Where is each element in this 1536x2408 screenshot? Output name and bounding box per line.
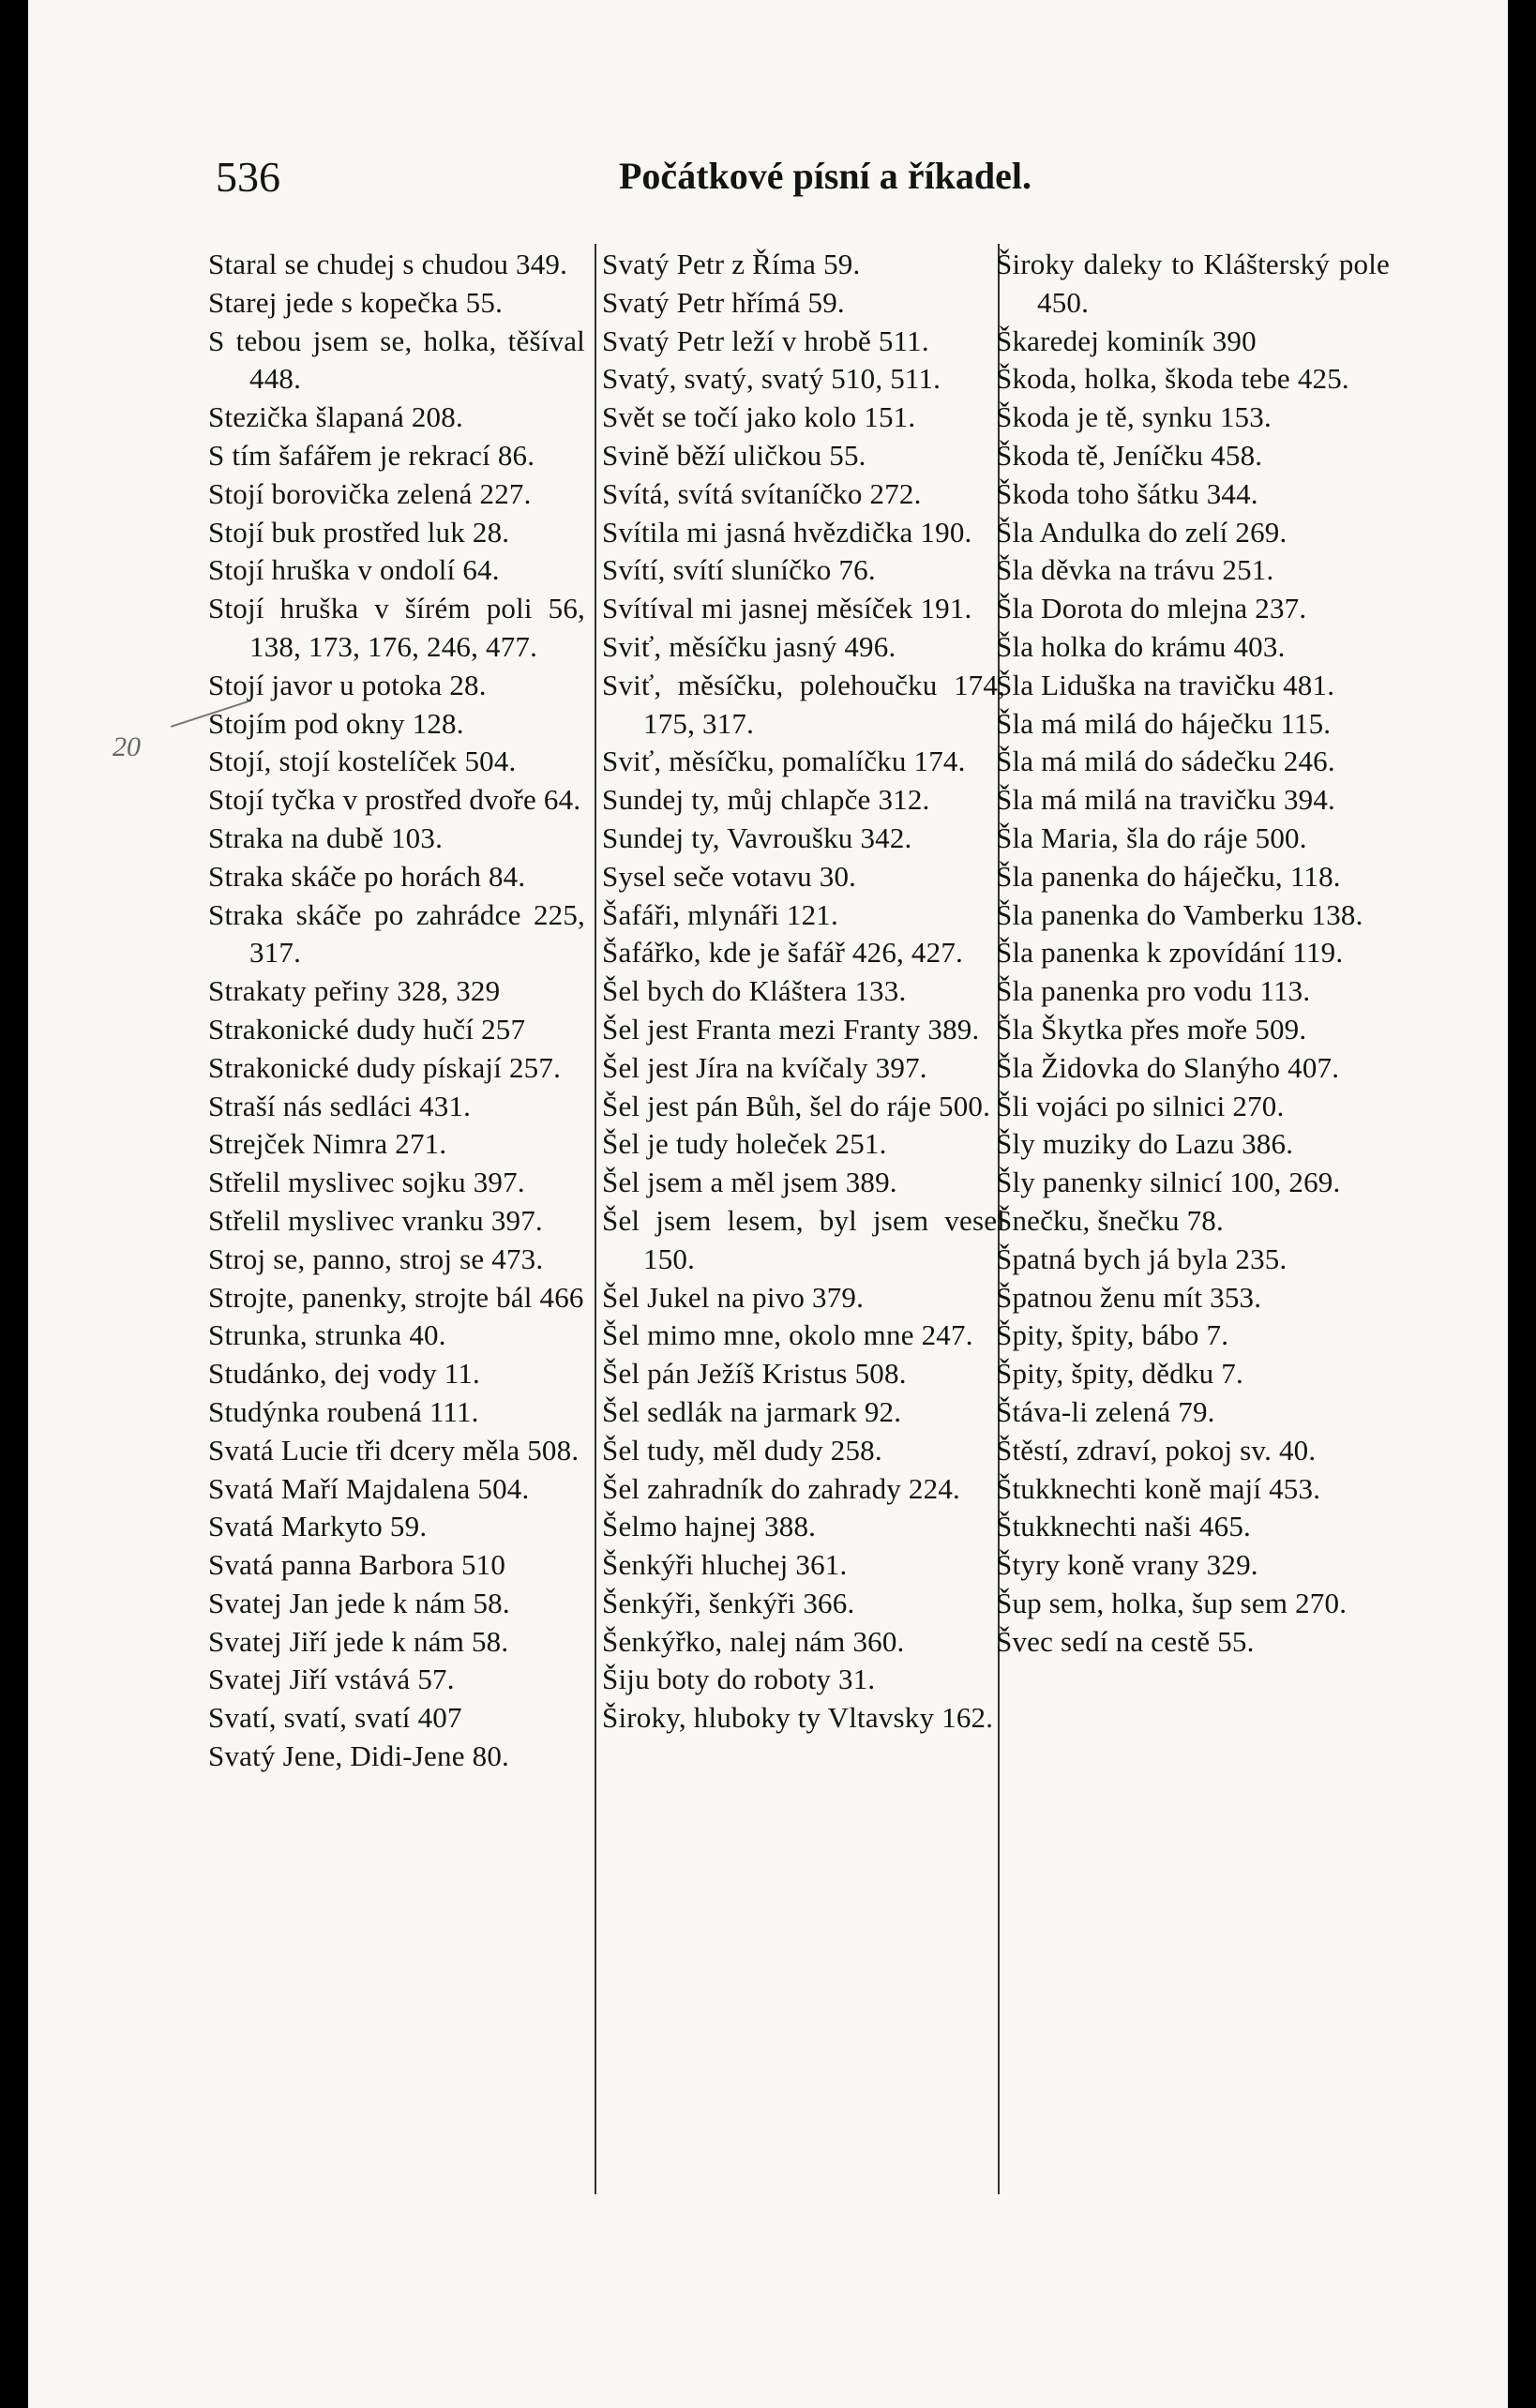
index-entry: Šel jest pán Bůh, šel do ráje 500. — [602, 1089, 991, 1122]
index-entry: Svatá Maří Majdalena 504. — [208, 1471, 530, 1505]
index-entry: Svatý, svatý, svatý 510, 511. — [602, 362, 941, 396]
index-entry: Šla Liduška na travičku 481. — [996, 668, 1335, 701]
index-entry: Svatá panna Barbora 510 — [208, 1548, 506, 1582]
index-entry: S tím šafářem je rekrací 86. — [208, 438, 535, 472]
index-entry: Šla má milá na travičku 394. — [996, 783, 1336, 817]
index-entry: Štukknechti naši 465. — [996, 1510, 1251, 1543]
index-entry: Šla Židovka do Slanýho 407. — [996, 1050, 1340, 1084]
index-entry: Šenkýři, šenkýři 366. — [602, 1586, 855, 1619]
index-entry: Svatý Jene, Didi-Jene 80. — [208, 1739, 509, 1773]
index-entry: Šel pán Ježíš Kristus 508. — [602, 1357, 907, 1391]
index-entry: Šly muziky do Lazu 386. — [996, 1127, 1294, 1161]
index-entry: Šel bych do Kláštera 133. — [602, 974, 907, 1008]
index-entry: Svítá, svítá svítaníčko 272. — [602, 476, 922, 510]
index-entry: Svět se točí jako kolo 151. — [602, 400, 916, 434]
index-entry: Svatá Lucie tři dcery měla 508. — [208, 1433, 580, 1467]
index-entry: Šla Andulka do zelí 269. — [996, 515, 1288, 549]
index-entry: Sviť, měsíčku, polehoučku 174, 175, 317. — [602, 668, 1005, 740]
index-entry: Sundej ty, Vavroušku 342. — [602, 820, 912, 854]
index-entry: Škoda toho šátku 344. — [996, 476, 1258, 510]
index-entry: Špatná bych já byla 235. — [996, 1242, 1288, 1275]
index-entry: Straka skáče po zahrádce 225, 317. — [208, 897, 585, 970]
index-entry: Škoda je tě, synku 153. — [996, 400, 1272, 434]
index-column-3 — [996, 246, 1390, 1661]
index-entry: Straší nás sedláci 431. — [208, 1089, 472, 1122]
index-entry: Šli vojáci po silnici 270. — [996, 1089, 1285, 1122]
index-entry: Strojte, panenky, strojte bál 466 — [208, 1280, 584, 1314]
index-entry: S tebou jsem se, holka, těšíval 448. — [208, 324, 585, 396]
index-entry: Sysel seče votavu 30. — [602, 859, 857, 893]
index-entry: Šafáři, mlynáři 121. — [602, 897, 838, 931]
index-entry: Štáva-li zelená 79. — [996, 1394, 1215, 1428]
index-entry: Špity, špity, dědku 7. — [996, 1357, 1243, 1391]
index-entry: Svítíval mi jasnej měsíček 191. — [602, 592, 972, 625]
index-entry: Stojí, stojí kostelíček 504. — [208, 745, 517, 778]
index-entry: Šla Maria, šla do ráje 500. — [996, 820, 1307, 854]
margin-note: 20 — [113, 731, 141, 762]
index-entry: Šla děvka na trávu 251. — [996, 553, 1274, 587]
index-entry: Štěstí, zdraví, pokoj sv. 40. — [996, 1433, 1317, 1467]
index-entry: Sviť, měsíčku, pomalíčku 174. — [602, 745, 966, 778]
index-entry: Svítí, svítí sluníčko 76. — [602, 553, 876, 587]
index-entry: Stojí borovička zelená 227. — [208, 476, 532, 510]
index-entry: Strejček Nimra 271. — [208, 1127, 447, 1161]
index-entry: Šup sem, holka, šup sem 270. — [996, 1586, 1348, 1619]
index-entry: Škoda tě, Jeníčku 458. — [996, 438, 1263, 472]
index-entry: Staral se chudej s chudou 349. — [208, 248, 568, 280]
index-entry: Stojí hruška v ondolí 64. — [208, 553, 500, 587]
index-entry: Široky daleky to Klášterský pole 450. — [996, 248, 1390, 319]
index-entry: Svatej Jiří vstává 57. — [208, 1663, 455, 1696]
index-entry: Svatá Markyto 59. — [208, 1510, 428, 1543]
index-entry: Šla Dorota do mlejna 237. — [996, 592, 1307, 625]
index-entry: Šelmo hajnej 388. — [602, 1510, 817, 1543]
book-page — [28, 0, 1508, 2408]
index-entry: Střelil myslivec sojku 397. — [208, 1166, 525, 1199]
index-entry: Svatý Petr hřímá 59. — [602, 285, 845, 319]
index-entry: Šel jsem lesem, byl jsem vesel 150. — [602, 1203, 1005, 1275]
page-header — [216, 152, 1435, 208]
index-entry: Šenkýřko, nalej nám 360. — [602, 1624, 905, 1658]
column-rule-1 — [595, 244, 596, 2194]
index-entry: Střelil myslivec vranku 397. — [208, 1203, 543, 1237]
index-entry: Svatí, svatí, svatí 407 — [208, 1701, 462, 1735]
index-entry: Šel mimo mne, okolo mne 247. — [602, 1318, 973, 1352]
index-entry: Škoda, holka, škoda tebe 425. — [996, 362, 1349, 396]
index-entry: Strakonické dudy hučí 257 — [208, 1012, 526, 1046]
index-entry: Šel tudy, měl dudy 258. — [602, 1433, 882, 1467]
index-entry: Studánko, dej vody 11. — [208, 1357, 480, 1391]
index-entry: Šenkýři hluchej 361. — [602, 1548, 848, 1582]
index-entry: Šel je tudy holeček 251. — [602, 1127, 887, 1161]
index-entry: Studýnka roubená 111. — [208, 1394, 479, 1428]
index-entry: Strunka, strunka 40. — [208, 1318, 446, 1352]
index-entry: Stroj se, panno, stroj se 473. — [208, 1242, 544, 1275]
index-entry: Švec sedí na cestě 55. — [996, 1624, 1255, 1658]
index-entry: Svítila mi jasná hvězdička 190. — [602, 515, 972, 549]
index-entry: Šel sedlák na jarmark 92. — [602, 1394, 902, 1428]
index-entry: Šel zahradník do zahrady 224. — [602, 1471, 960, 1505]
index-entry: Šla má milá do sádečku 246. — [996, 745, 1335, 778]
index-entry: Široky, hluboky ty Vltavsky 162. — [602, 1701, 994, 1735]
index-column-1 — [208, 246, 585, 1776]
index-entry: Šly panenky silnicí 100, 269. — [996, 1166, 1341, 1199]
index-entry: Šel jest Jíra na kvíčaly 397. — [602, 1050, 927, 1084]
index-entry: Škaredej kominík 390 — [996, 324, 1257, 357]
index-entry: Šla Škytka přes moře 509. — [996, 1012, 1307, 1046]
index-entry: Strakaty peřiny 328, 329 — [208, 974, 501, 1008]
index-entry: Stojí tyčka v prostřed dvoře 64. — [208, 783, 581, 817]
page-number: 536 — [216, 153, 280, 201]
index-entry: Svině běží uličkou 55. — [602, 438, 866, 472]
index-entry: Šla má milá do háječku 115. — [996, 706, 1332, 740]
index-entry: Starej jede s kopečka 55. — [208, 285, 504, 319]
index-entry: Šiju boty do roboty 31. — [602, 1663, 876, 1696]
index-entry: Stezička šlapaná 208. — [208, 400, 463, 434]
index-entry: Svatý Petr z Říma 59. — [602, 248, 861, 280]
index-entry: Šla panenka do Vamberku 138. — [996, 897, 1363, 931]
index-entry: Stojí buk prostřed luk 28. — [208, 515, 510, 549]
index-entry: Špity, špity, bábo 7. — [996, 1318, 1229, 1352]
index-column-2 — [602, 246, 1005, 1738]
index-entry: Straka skáče po horách 84. — [208, 859, 526, 893]
index-entry: Sundej ty, můj chlapče 312. — [602, 783, 930, 817]
index-entry: Strakonické dudy pískají 257. — [208, 1050, 562, 1084]
index-entry: Svatý Petr leží v hrobě 511. — [602, 324, 929, 357]
index-entry: Straka na dubě 103. — [208, 820, 444, 854]
index-entry: Šla panenka do háječku, 118. — [996, 859, 1341, 893]
index-entry: Šnečku, šnečku 78. — [996, 1203, 1224, 1237]
index-entry: Šel jest Franta mezi Franty 389. — [602, 1012, 980, 1046]
index-entry: Stojí hruška v šírém poli 56, 138, 173, 176, 246, 477. — [208, 592, 585, 663]
index-entry: Sviť, měsíčku jasný 496. — [602, 629, 896, 663]
index-entry: Šla holka do krámu 403. — [996, 629, 1286, 663]
index-entry: Šla panenka pro vodu 113. — [996, 974, 1311, 1008]
index-entry: Šel Jukel na pivo 379. — [602, 1280, 865, 1314]
index-entry: Stojí javor u potoka 28. — [208, 668, 487, 701]
index-entry: Šafářko, kde je šafář 426, 427. — [602, 936, 963, 970]
index-entry: Šla panenka k zpovídání 119. — [996, 936, 1344, 970]
index-entry: Stojím pod okny 128. — [208, 706, 464, 740]
page-title: Počátkové písní a říkadel. — [619, 155, 1032, 197]
index-entry: Svatej Jan jede k nám 58. — [208, 1586, 510, 1619]
index-entry: Šel jsem a měl jsem 389. — [602, 1166, 897, 1199]
index-entry: Svatej Jiří jede k nám 58. — [208, 1624, 509, 1658]
index-entry: Štukknechti koně mají 453. — [996, 1471, 1321, 1505]
index-entry: Špatnou ženu mít 353. — [996, 1280, 1262, 1314]
index-entry: Štyry koně vrany 329. — [996, 1548, 1258, 1582]
